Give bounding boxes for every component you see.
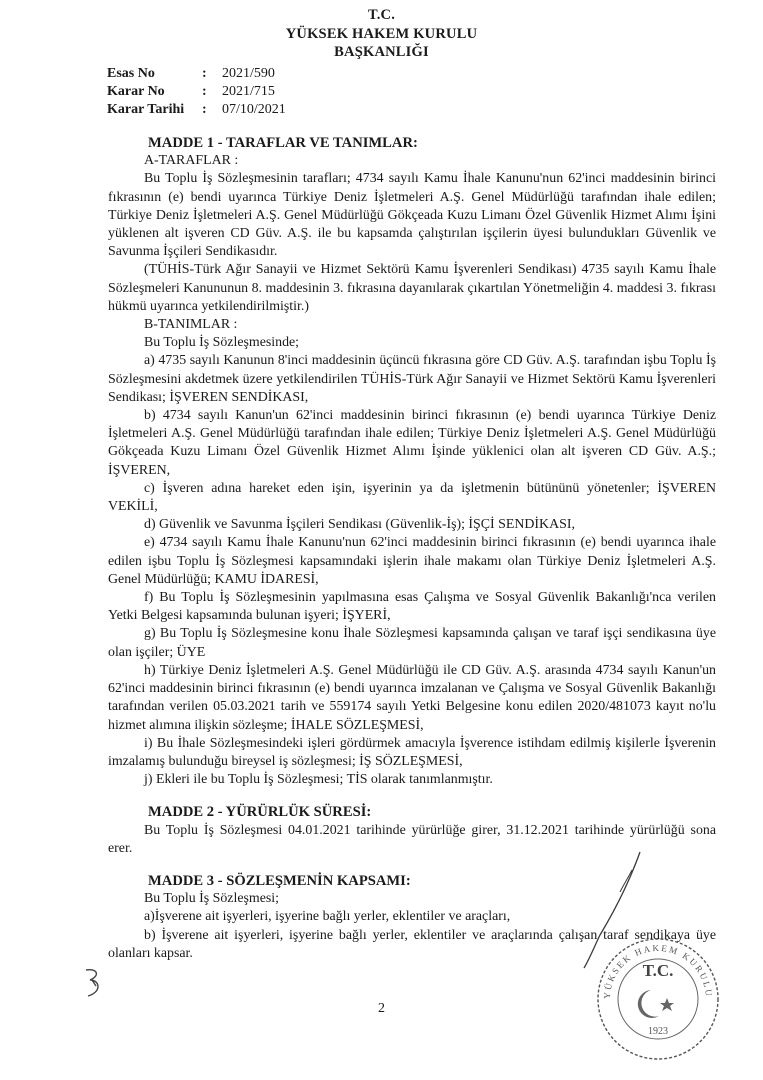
seal-center-text: T.C. — [642, 961, 674, 980]
section-a-paragraph-2: (TÜHİS-Türk Ağır Sanayii ve Hizmet Sektörü Kamu İşverenleri Sendikası) 4735 sayılı Kamu İhale Sözleşmeleri Kanununun 8. maddesinin 3. fıkrasına dayanılarak çıkartılan Yönetmeliğin 4. maddesi 3. fıkrası hükmü uyarınca yetkilendirilmiştir.) — [108, 262, 716, 314]
page-number: 2 — [378, 1001, 385, 1016]
meta-value: 07/10/2021 — [222, 102, 286, 118]
section-b-intro: Bu Toplu İş Sözleşmesinde; — [144, 335, 300, 351]
article-1-title: MADDE 1 - TARAFLAR VE TANIMLAR: — [148, 135, 418, 151]
document-body — [108, 134, 716, 963]
section-a-heading: A-TARAFLAR : — [144, 153, 239, 169]
meta-label: Karar No — [107, 84, 165, 100]
seal-ring-text: YÜKSEK HAKEM KURULU — [601, 942, 715, 1000]
section-b-heading: B-TANIMLAR : — [144, 317, 238, 333]
meta-row-karar-tarihi — [107, 101, 286, 119]
meta-separator: : — [202, 84, 207, 100]
definition-item: f) Bu Toplu İş Sözleşmesinin yapılmasına esas Çalışma ve Sosyal Güvenlik Bakanlığı'nca verilen Yetki Belgesi kapsamında bulunan işyeri; İŞYERİ, — [108, 590, 716, 624]
official-seal-icon — [593, 934, 723, 1064]
meta-label: Karar Tarihi — [107, 102, 185, 118]
scope-item: b) İşverene ait işyerleri, işyerine bağlı yerler, eklentiler ve araçlarında çalışan taraf sendikaya üye olanları kapsar. — [108, 927, 716, 961]
header-line-tc: T.C. — [367, 7, 396, 23]
scope-item: a)İşverene ait işyerleri, işyerine bağlı yerler, eklentiler ve araçları, — [144, 909, 511, 925]
article-3-intro: Bu Toplu İş Sözleşmesi; — [144, 891, 279, 907]
margin-mark-icon — [82, 966, 106, 1000]
meta-value: 2021/590 — [222, 66, 275, 81]
definition-item: e) 4734 sayılı Kamu İhale Kanunu'nun 62'inci maddesinin birinci fıkrasının (e) bendi uyarınca ihale edilen işbu Toplu İş Sözleşmesi kapsamındaki işlerin ihale makamı olan Türkiye Deniz İşletmeleri A.Ş. Genel Müdürlüğü; KAMU İDARESİ, — [108, 535, 716, 587]
meta-row-karar — [107, 83, 286, 101]
definition-item: c) İşveren adına hareket eden işin, işyerinin ya da işletmenin bütününü yönetenler; İŞVEREN VEKİLİ, — [108, 480, 716, 515]
definition-item: h) Türkiye Deniz İşletmeleri A.Ş. Genel Müdürlüğü ile CD Güv. A.Ş. arasında 4734 sayılı Kanun'un 62'inci maddesinin birinci fıkrasının (e) bendi uyarınca imzalanan ve Çalışma ve Sosyal Güvenlik Bakanlığı tarafından verilen 05.03.2021 tarih ve 559174 sayılı Yetki Belgesine konu edilen 2020/481073 kayıt no'lu hizmet alımına ilişkin sözleşme; İHALE SÖZLEŞMESİ, — [108, 662, 716, 733]
document-header — [0, 6, 763, 62]
header-line-office: BAŞKANLIĞI — [334, 44, 429, 60]
spacer — [108, 789, 716, 803]
definition-item: i) Bu İhale Sözleşmesindeki işleri gördürmek amacıyla İşverence istihdam edilmiş kişilerle İşverenin imzalamış bulunduğu bireysel iş sözleşmesi; İŞ SÖZLEŞMESİ, — [108, 735, 716, 769]
definition-item: j) Ekleri ile bu Toplu İş Sözleşmesi; TİS olarak tanımlanmıştır. — [144, 772, 493, 788]
article-2-text: Bu Toplu İş Sözleşmesi 04.01.2021 tarihinde yürürlüğe girer, 31.12.2021 tarihinde yürürlüğü sona erer. — [108, 822, 716, 856]
definition-item: d) Güvenlik ve Savunma İşçileri Sendikası (Güvenlik-İş); İŞÇİ SENDİKASI, — [144, 517, 575, 533]
meta-separator: : — [202, 102, 207, 118]
definition-item: a) 4735 sayılı Kanunun 8'inci maddesinin üçüncü fıkrasına göre CD Güv. A.Ş. tarafından işbu Toplu İş Sözleşmesini akdetmek üzere yetkilendirilen TÜHİS-Türk Ağır Sanayii ve Hizmet Sektörü Kamu İşverenleri Sendikası; İŞVEREN SENDİKASI, — [108, 353, 716, 405]
article-3-title: MADDE 3 - SÖZLEŞMENİN KAPSAMI: — [148, 872, 411, 889]
meta-separator: : — [202, 66, 207, 81]
meta-row-esas — [107, 65, 286, 83]
definition-item: g) Bu Toplu İş Sözleşmesine konu İhale Sözleşmesi kapsamında çalışan ve taraf işçi sendikasına üye olan işçiler; ÜYE — [108, 626, 716, 660]
header-line-institution: YÜKSEK HAKEM KURULU — [285, 25, 478, 42]
case-metadata — [107, 65, 286, 120]
seal-year: 1923 — [648, 1026, 668, 1037]
meta-label: Esas No — [107, 66, 155, 81]
section-a-paragraph-1: Bu Toplu İş Sözleşmesinin tarafları; 4734 sayılı Kamu İhale Kanunu'nun 62'inci maddesinin birinci fıkrasının (e) bendi uyarınca Türkiye Deniz İşletmeleri A.Ş. Genel Müdürlüğü tarafından ihale edilen; Türkiye Deniz İşletmeleri A.Ş. Genel Müdürlüğü Gökçeada Kuzu Limanı Özel Güvenlik Hizmet Alımı İşini yüklenen alt işveren CD Güv. A.Ş. ile bu kapsamda çalıştırılan işçilerin üyesi bulundukları Güvenlik ve Savunma İşçileri Sendikasıdır. — [108, 171, 716, 260]
meta-value: 2021/715 — [222, 84, 275, 100]
article-2-title: MADDE 2 - YÜRÜRLÜK SÜRESİ: — [148, 804, 372, 821]
definition-item: b) 4734 sayılı Kanun'un 62'inci maddesinin birinci fıkrasının (e) bendi uyarınca Türkiye Deniz İşletmeleri A.Ş. Genel Müdürlüğü tarafından ihale edilen; Türkiye Deniz İşletmeleri A.Ş. Genel Müdürlüğü Gökçeada Kuzu Limanı Özel Güvenlik Hizmet Alımı İşinde yüklenici olan alt işveren CD Güv. A.Ş.; İŞVEREN, — [108, 408, 716, 478]
